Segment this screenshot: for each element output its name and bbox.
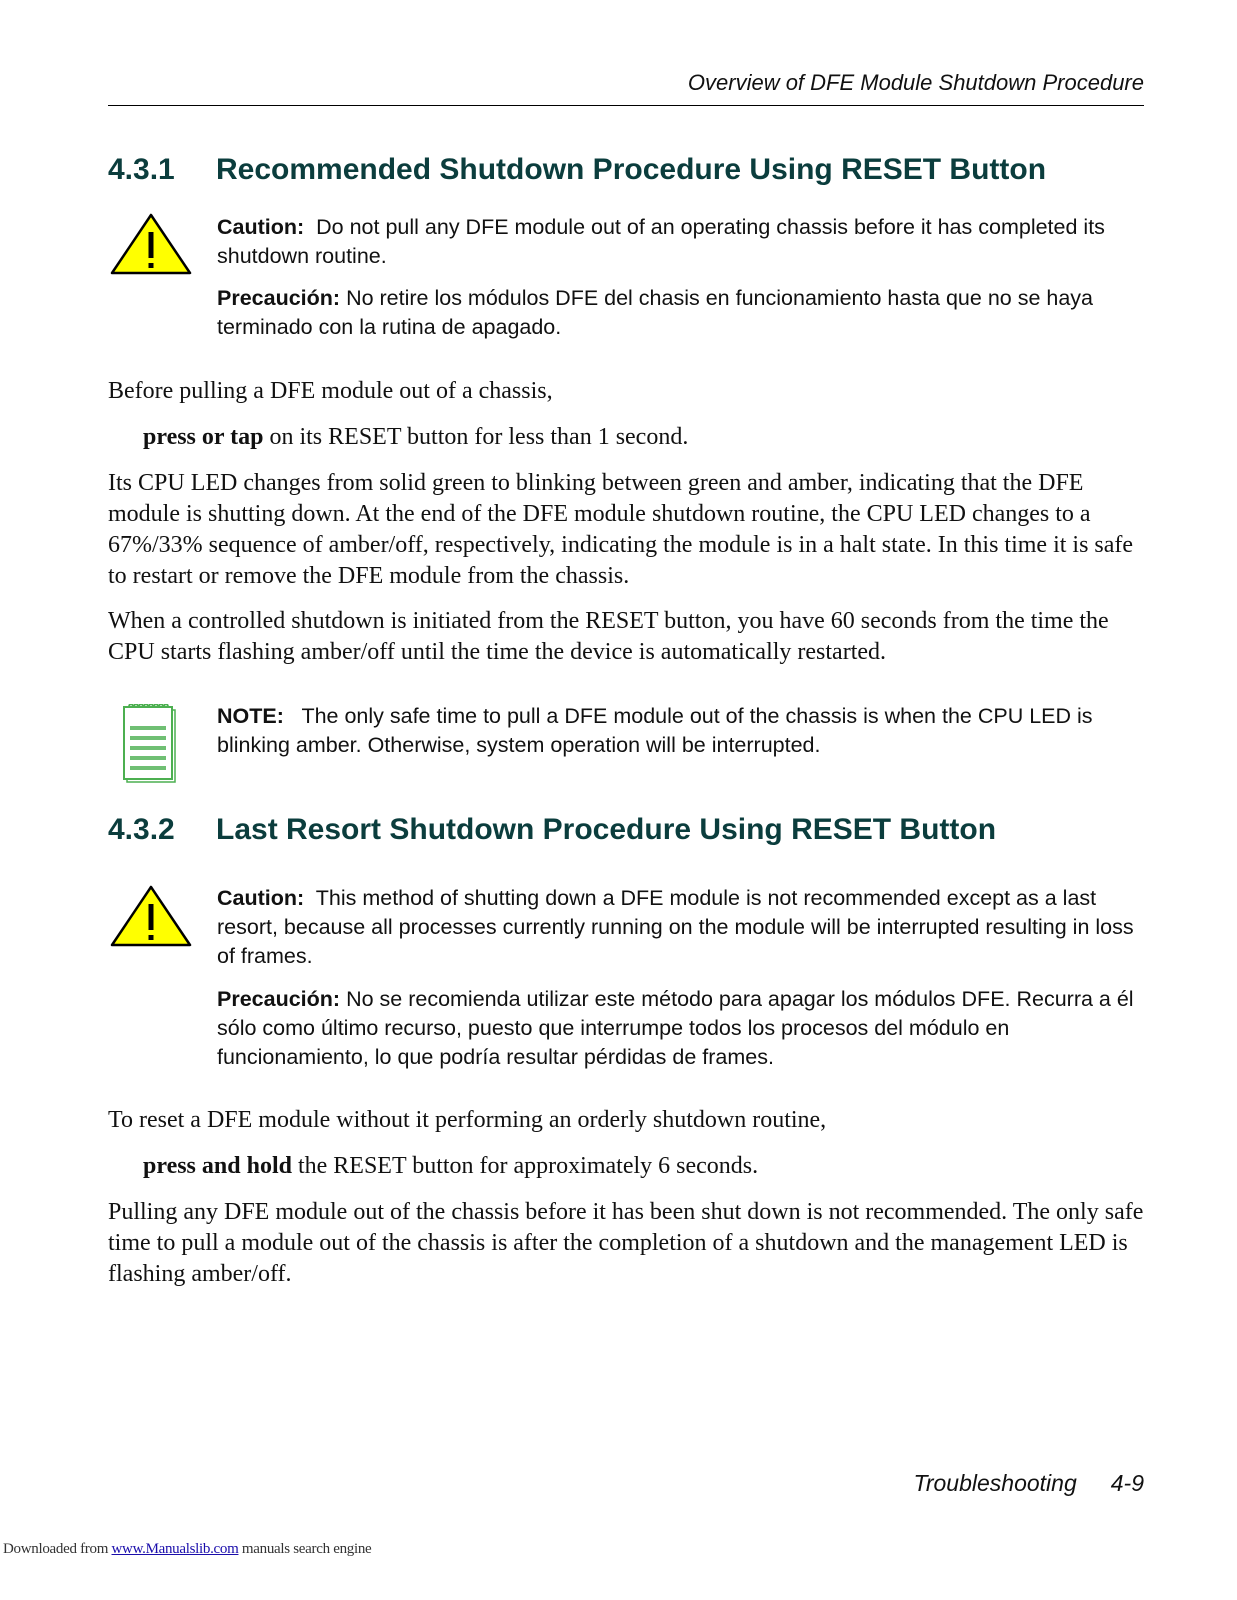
step-bold: press or tap: [143, 424, 264, 450]
caution-text: Do not pull any DFE module out of an operating chassis before it has completed its shutdown routine.: [217, 215, 1105, 268]
caution-text: This method of shutting down a DFE module is not recommended except as a last resort, because all processes currently running on the module will be interrupted resulting in loss of frames.: [217, 886, 1134, 968]
footer-chapter: Troubleshooting: [913, 1470, 1077, 1496]
intro-paragraph: Before pulling a DFE module out of a chassis,: [108, 378, 553, 404]
section-title: Last Resort Shutdown Procedure Using RESET Button: [216, 813, 997, 846]
step-instruction: [143, 422, 1179, 453]
manualslib-link[interactable]: www.Manualslib.com: [111, 1541, 239, 1557]
precaucion-block: [217, 985, 1147, 1072]
note-text: The only safe time to pull a DFE module out of the chassis is when the CPU LED is blinking amber. Otherwise, system operation will be interrupted.: [217, 704, 1093, 757]
body-paragraph: Its CPU LED changes from solid green to blinking between green and amber, indicating that the DFE module is shutting down. At the end of the DFE module shutdown routine, the CPU LED changes to a 67%/33% sequence of amber/off, respectively, indicating the module is in a halt state. In this time it is safe to restart or remove the DFE module from the chassis.: [108, 470, 1134, 589]
body-paragraph: When a controlled shutdown is initiated from the RESET button, you have 60 seconds from the time the CPU starts flashing amber/off until the time the device is automatically restarted.: [108, 608, 1109, 665]
page-footer: [108, 1470, 1144, 1497]
section-title: Recommended Shutdown Procedure Using RESET Button: [216, 153, 1047, 186]
section-number: 4.3.1: [108, 153, 175, 186]
precaucion-label: Precaución:: [217, 987, 341, 1011]
precaucion-block: [217, 284, 1147, 342]
download-suffix: manuals search engine: [241, 1541, 372, 1557]
step-text: on its RESET button for less than 1 second.: [269, 424, 689, 450]
precaucion-text: No retire los módulos DFE del chasis en funcionamiento hasta que no se haya terminado con la rutina de apagado.: [217, 286, 1094, 339]
caution-block: [217, 213, 1147, 271]
running-header: Overview of DFE Module Shutdown Procedure: [687, 70, 1144, 95]
note-block: [217, 702, 1147, 760]
body-paragraph: Pulling any DFE module out of the chassis before it has been shut down is not recommended. The only safe time to pull a module out of the chassis is after the completion of a shutdown and the management LED is flashing amber/off.: [108, 1199, 1144, 1287]
download-attribution: [3, 1541, 371, 1558]
download-prefix: Downloaded from: [3, 1541, 109, 1557]
step-text: the RESET button for approximately 6 seconds.: [297, 1153, 759, 1179]
step-bold: press and hold: [143, 1153, 292, 1179]
note-label: NOTE:: [217, 704, 284, 728]
section-heading-4-3-1: [108, 153, 1046, 187]
caution-label: Caution:: [217, 215, 305, 239]
precaucion-text: No se recomienda utilizar este método para apagar los módulos DFE. Recurra a él sólo como último recurso, puesto que interrumpe todos los procesos del módulo en funcionamiento, lo que podría resultar pérdidas de frames.: [217, 987, 1134, 1069]
section-number: 4.3.2: [108, 813, 175, 846]
step-instruction: [143, 1151, 1179, 1182]
section-heading-4-3-2: [108, 813, 996, 847]
page-number: 4-9: [1110, 1470, 1144, 1496]
notepad-icon: [121, 704, 179, 784]
intro-paragraph: To reset a DFE module without it performing an orderly shutdown routine,: [108, 1107, 827, 1133]
caution-label: Caution:: [217, 886, 305, 910]
precaucion-label: Precaución:: [217, 286, 341, 310]
header-rule: [108, 105, 1144, 106]
caution-block: [217, 884, 1147, 971]
warning-triangle-icon: [109, 212, 193, 276]
warning-triangle-icon: [109, 884, 193, 948]
